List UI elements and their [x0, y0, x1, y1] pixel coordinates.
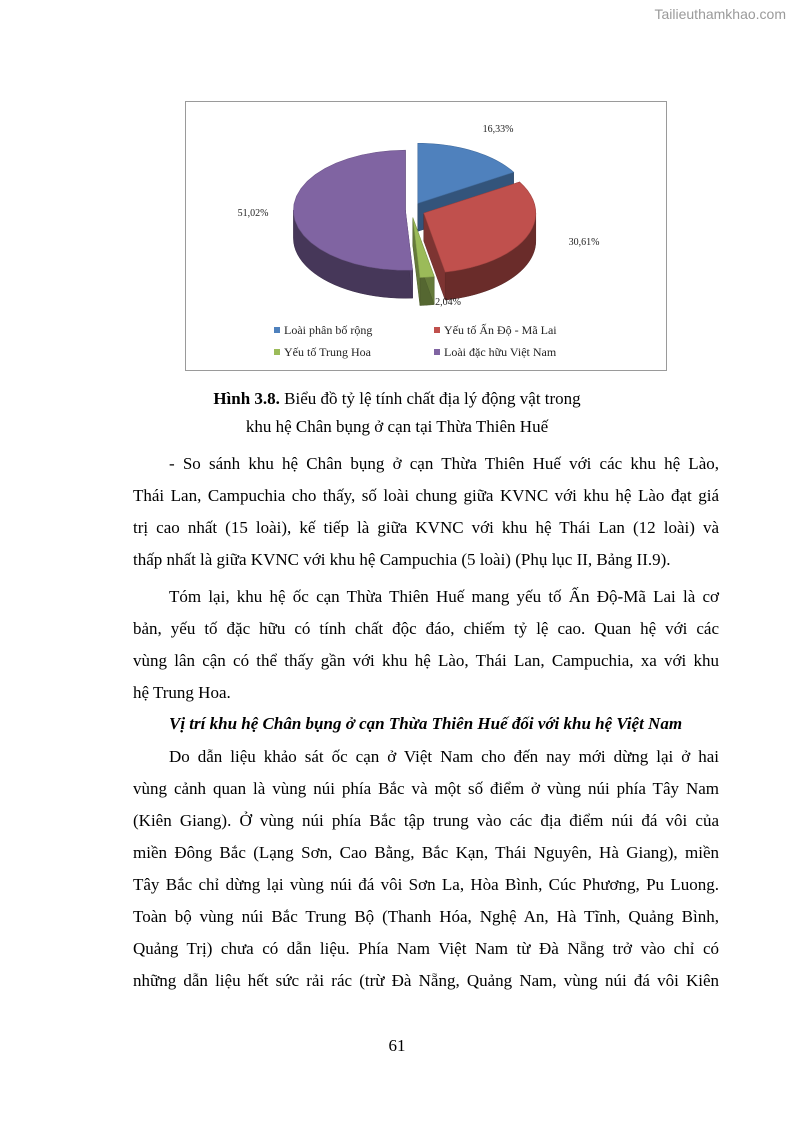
pie-slice-4: [293, 150, 412, 298]
legend-label: Yếu tố Ấn Độ - Mã Lai: [444, 323, 557, 337]
pie-slice-label: 51,02%: [237, 208, 269, 219]
text-line: (Kiên Giang). Ở vùng núi phía Bắc tập trung vào các địa điểm núi đá vôi của: [133, 811, 719, 830]
pie-chart: [185, 101, 667, 371]
paragraph-1: [133, 448, 719, 576]
text-line: miền Đông Bắc (Lạng Sơn, Cao Bằng, Bắc Kạn, Thái Nguyên, Hà Giang), miền: [133, 843, 719, 862]
caption-line-2: khu hệ Chân bụng ở cạn tại Thừa Thiên Huế: [245, 417, 549, 436]
paragraph-2: [133, 581, 719, 709]
text-line: Quảng Trị) chưa có dẫn liệu. Phía Nam Việt Nam từ Đà Nẵng trở vào chỉ có: [133, 939, 719, 958]
legend-label: Yếu tố Trung Hoa: [284, 345, 372, 359]
text-line: - So sánh khu hệ Chân bụng ở cạn Thừa Thiên Huế với các khu hệ Lào,: [169, 454, 719, 473]
pie-slice-label: 2,04%: [435, 297, 461, 308]
text-line: hệ Trung Hoa.: [133, 683, 231, 702]
text-line: thấp nhất là giữa KVNC với khu hệ Campuchia (5 loài) (Phụ lục II, Bảng II.9).: [133, 550, 671, 569]
text-line: những dẫn liệu hết sức rải rác (trừ Đà Nẵng, Quảng Nam, vùng núi đá vôi Kiên: [133, 971, 719, 990]
section-heading: Vị trí khu hệ Chân bụng ở cạn Thừa Thiên Huế đối với khu hệ Việt Nam: [169, 714, 683, 733]
text-line: Tây Bắc chỉ dừng lại vùng núi đá vôi Sơn La, Hòa Bình, Cúc Phương, Pu Luong.: [133, 875, 719, 894]
page-number: 61: [388, 1036, 406, 1055]
figure-label: Hình 3.8.: [213, 389, 280, 408]
watermark: Tailieuthamkhao.com: [654, 6, 786, 22]
caption-line-1: Biểu đồ tỷ lệ tính chất địa lý động vật trong: [284, 389, 581, 408]
pie-slice-label: 16,33%: [482, 124, 514, 135]
text-line: bản, yếu tố đặc hữu có tính chất độc đáo, chiếm tỷ lệ cao. Quan hệ với các: [133, 619, 719, 638]
text-line: Do dẫn liệu khảo sát ốc cạn ở Việt Nam cho đến nay mới dừng lại ở hai: [169, 747, 719, 766]
text-line: vùng cảnh quan là vùng núi phía Bắc và một số điểm ở vùng núi phía Tây Nam: [133, 779, 719, 798]
legend-swatch: [274, 327, 280, 333]
pie-slice-label: 30,61%: [568, 237, 600, 248]
text-line: Toàn bộ vùng núi Bắc Trung Bộ (Thanh Hóa, Nghệ An, Hà Tĩnh, Quảng Bình,: [133, 907, 719, 926]
pie-chart-svg: [186, 102, 666, 370]
chart-legend: [274, 322, 557, 359]
text-line: trị cao nhất (15 loài), kế tiếp là giữa KVNC với khu hệ Thái Lan (12 loài) và: [133, 518, 719, 537]
legend-swatch: [434, 349, 440, 355]
paragraph-3: [133, 741, 719, 997]
text-line: Tóm lại, khu hệ ốc cạn Thừa Thiên Huế mang yếu tố Ấn Độ-Mã Lai là cơ: [169, 587, 719, 606]
legend-swatch: [434, 327, 440, 333]
legend-label: Loài phân bố rộng: [284, 323, 373, 337]
figure-caption: [0, 389, 794, 409]
legend-label: Loài đặc hữu Việt Nam: [444, 345, 557, 359]
text-line: Thái Lan, Campuchia cho thấy, số loài chung giữa KVNC với khu hệ Lào đạt giá: [133, 486, 719, 505]
text-line: vùng lân cận có thể thấy gần với khu hệ Lào, Thái Lan, Campuchia, xa với khu: [133, 651, 719, 670]
legend-swatch: [274, 349, 280, 355]
